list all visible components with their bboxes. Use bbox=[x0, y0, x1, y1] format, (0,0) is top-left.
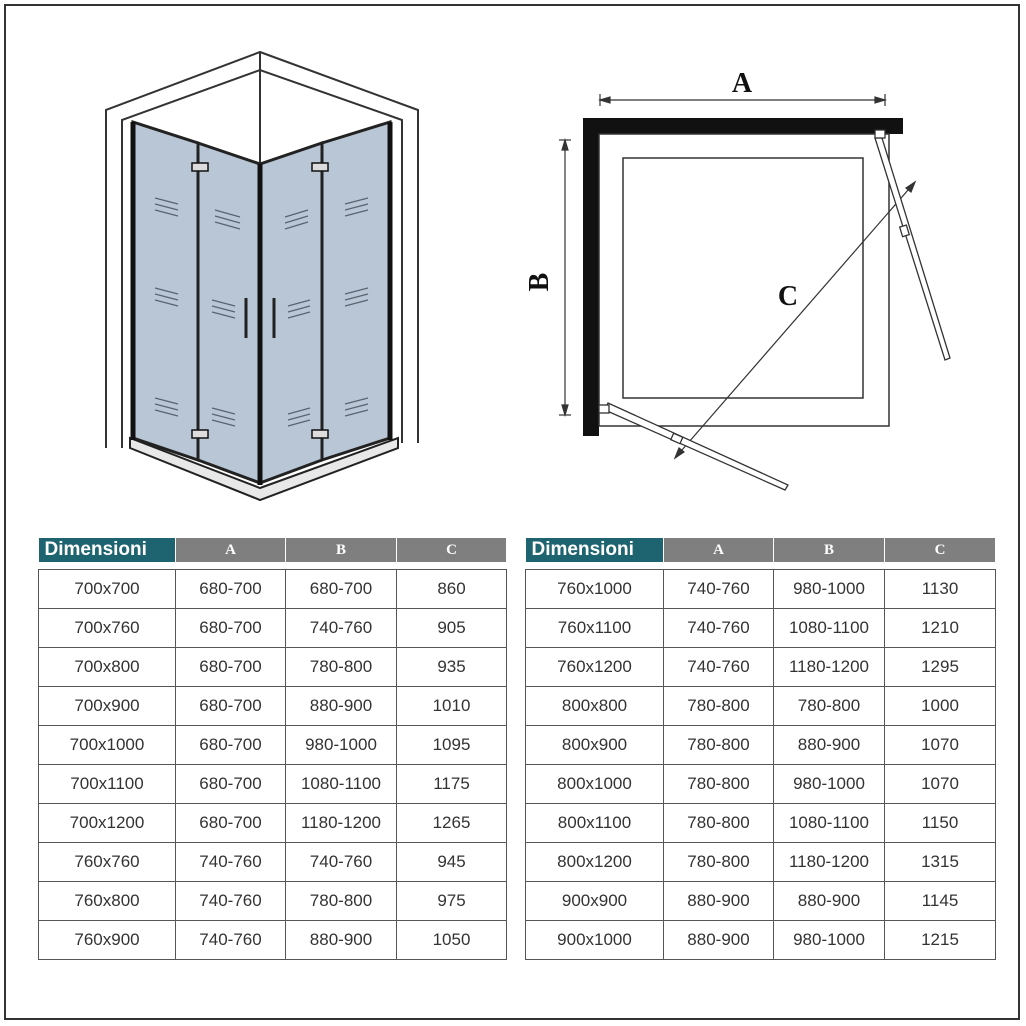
cell-b: 740-760 bbox=[286, 843, 397, 882]
cell-b: 780-800 bbox=[774, 687, 885, 726]
cell-a: 780-800 bbox=[664, 843, 774, 882]
cell-a: 880-900 bbox=[664, 882, 774, 921]
cell-b: 980-1000 bbox=[774, 765, 885, 804]
cell-dimensioni: 700x1200 bbox=[39, 804, 176, 843]
table-body bbox=[39, 562, 507, 960]
cell-b: 1180-1200 bbox=[286, 804, 397, 843]
cell-c: 860 bbox=[397, 570, 507, 609]
cell-c: 1050 bbox=[397, 921, 507, 960]
cell-dimensioni: 700x1000 bbox=[39, 726, 176, 765]
table-row bbox=[39, 804, 507, 843]
cell-c: 1215 bbox=[885, 921, 996, 960]
label-c: C bbox=[777, 281, 799, 312]
cell-b: 880-900 bbox=[774, 726, 885, 765]
dimension-table-left bbox=[38, 538, 507, 960]
cell-b: 680-700 bbox=[286, 570, 397, 609]
cell-b: 980-1000 bbox=[774, 921, 885, 960]
table-header-row bbox=[526, 538, 996, 562]
cell-dimensioni: 700x1100 bbox=[39, 765, 176, 804]
cell-b: 1180-1200 bbox=[774, 648, 885, 687]
cell-a: 680-700 bbox=[176, 609, 286, 648]
floor-plan-dimension-drawing bbox=[520, 60, 960, 500]
table-row bbox=[526, 921, 996, 960]
cell-a: 680-700 bbox=[176, 648, 286, 687]
cell-a: 780-800 bbox=[664, 687, 774, 726]
cell-a: 740-760 bbox=[176, 882, 286, 921]
cell-a: 780-800 bbox=[664, 804, 774, 843]
table-row bbox=[39, 687, 507, 726]
cell-dimensioni: 700x800 bbox=[39, 648, 176, 687]
cell-dimensioni: 800x1200 bbox=[526, 843, 664, 882]
cell-c: 1150 bbox=[885, 804, 996, 843]
table-row bbox=[39, 843, 507, 882]
table-row bbox=[39, 882, 507, 921]
cell-dimensioni: 760x1200 bbox=[526, 648, 664, 687]
cell-dimensioni: 760x760 bbox=[39, 843, 176, 882]
cell-b: 880-900 bbox=[774, 882, 885, 921]
cell-a: 740-760 bbox=[664, 570, 774, 609]
cell-c: 1265 bbox=[397, 804, 507, 843]
table-row bbox=[39, 765, 507, 804]
table-row bbox=[526, 765, 996, 804]
cell-a: 740-760 bbox=[664, 609, 774, 648]
cell-b: 780-800 bbox=[286, 648, 397, 687]
cell-c: 1095 bbox=[397, 726, 507, 765]
label-a: A bbox=[731, 68, 753, 99]
cell-b: 780-800 bbox=[286, 882, 397, 921]
cell-b: 980-1000 bbox=[774, 570, 885, 609]
cell-c: 1070 bbox=[885, 765, 996, 804]
cell-dimensioni: 760x1000 bbox=[526, 570, 664, 609]
cell-a: 740-760 bbox=[176, 921, 286, 960]
cell-dimensioni: 700x760 bbox=[39, 609, 176, 648]
table-row bbox=[39, 726, 507, 765]
header-a: A bbox=[664, 538, 774, 562]
table-row bbox=[526, 804, 996, 843]
cell-c: 1010 bbox=[397, 687, 507, 726]
cell-dimensioni: 800x800 bbox=[526, 687, 664, 726]
cell-dimensioni: 760x1100 bbox=[526, 609, 664, 648]
cell-dimensioni: 700x700 bbox=[39, 570, 176, 609]
cell-b: 1180-1200 bbox=[774, 843, 885, 882]
cell-b: 1080-1100 bbox=[774, 609, 885, 648]
table-row bbox=[526, 609, 996, 648]
header-dimensioni: Dimensioni bbox=[39, 538, 176, 562]
cell-b: 740-760 bbox=[286, 609, 397, 648]
cell-c: 945 bbox=[397, 843, 507, 882]
cell-b: 880-900 bbox=[286, 687, 397, 726]
header-a: A bbox=[176, 538, 286, 562]
cell-b: 1080-1100 bbox=[286, 765, 397, 804]
header-b: B bbox=[286, 538, 397, 562]
table-row bbox=[526, 570, 996, 609]
cell-dimensioni: 800x1100 bbox=[526, 804, 664, 843]
shower-enclosure-illustration bbox=[100, 48, 430, 498]
cell-dimensioni: 760x800 bbox=[39, 882, 176, 921]
cell-c: 975 bbox=[397, 882, 507, 921]
table-row bbox=[39, 648, 507, 687]
cell-c: 1175 bbox=[397, 765, 507, 804]
table-row bbox=[39, 609, 507, 648]
cell-b: 880-900 bbox=[286, 921, 397, 960]
cell-c: 1070 bbox=[885, 726, 996, 765]
cell-dimensioni: 800x1000 bbox=[526, 765, 664, 804]
header-b: B bbox=[774, 538, 885, 562]
table-row bbox=[526, 648, 996, 687]
cell-a: 680-700 bbox=[176, 765, 286, 804]
cell-c: 1000 bbox=[885, 687, 996, 726]
cell-a: 740-760 bbox=[664, 648, 774, 687]
table-row bbox=[526, 687, 996, 726]
header-dimensioni: Dimensioni bbox=[526, 538, 664, 562]
cell-a: 680-700 bbox=[176, 726, 286, 765]
cell-a: 780-800 bbox=[664, 726, 774, 765]
table-row bbox=[526, 882, 996, 921]
table-row bbox=[526, 843, 996, 882]
cell-c: 1145 bbox=[885, 882, 996, 921]
cell-dimensioni: 760x900 bbox=[39, 921, 176, 960]
table-header-row bbox=[39, 538, 507, 562]
cell-b: 980-1000 bbox=[286, 726, 397, 765]
cell-c: 935 bbox=[397, 648, 507, 687]
label-b: B bbox=[524, 272, 555, 292]
cell-c: 1210 bbox=[885, 609, 996, 648]
cell-c: 1295 bbox=[885, 648, 996, 687]
cell-a: 680-700 bbox=[176, 804, 286, 843]
cell-c: 1130 bbox=[885, 570, 996, 609]
cell-a: 880-900 bbox=[664, 921, 774, 960]
header-c: C bbox=[397, 538, 507, 562]
table-body bbox=[526, 562, 996, 960]
cell-dimensioni: 900x1000 bbox=[526, 921, 664, 960]
cell-c: 1315 bbox=[885, 843, 996, 882]
header-c: C bbox=[885, 538, 996, 562]
cell-a: 740-760 bbox=[176, 843, 286, 882]
cell-a: 680-700 bbox=[176, 570, 286, 609]
cell-dimensioni: 900x900 bbox=[526, 882, 664, 921]
cell-b: 1080-1100 bbox=[774, 804, 885, 843]
table-row bbox=[39, 921, 507, 960]
table-row bbox=[526, 726, 996, 765]
table-row bbox=[39, 570, 507, 609]
cell-dimensioni: 800x900 bbox=[526, 726, 664, 765]
cell-a: 680-700 bbox=[176, 687, 286, 726]
dimension-table-right bbox=[525, 538, 996, 960]
cell-c: 905 bbox=[397, 609, 507, 648]
cell-a: 780-800 bbox=[664, 765, 774, 804]
cell-dimensioni: 700x900 bbox=[39, 687, 176, 726]
